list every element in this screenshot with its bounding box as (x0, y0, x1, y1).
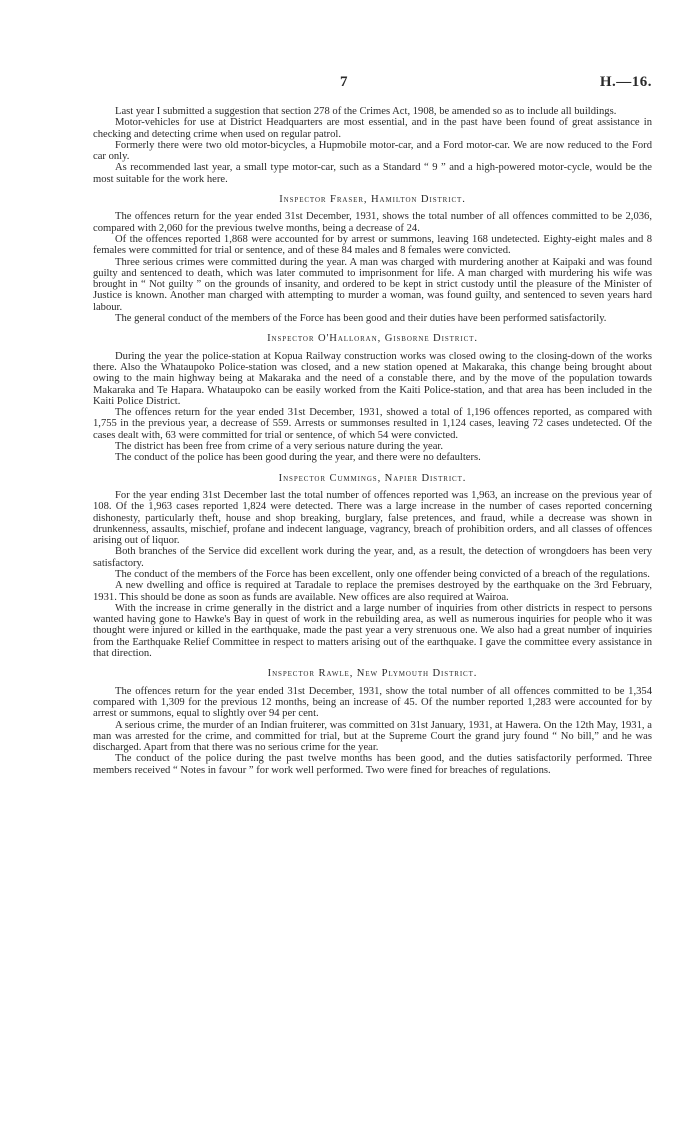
paragraph: The offences return for the year ended 31st December, 1931, shows the total number of all offences committed to be 2,036, compared with 2,060 for the previous twelve months, being a decrease of 24. (93, 211, 652, 234)
paragraph: The general conduct of the members of the Force has been good and their duties have been performed satisfactorily. (115, 313, 607, 325)
paragraph: Last year I submitted a suggestion that section 278 of the Crimes Act, 1908, be amended so as to include all buildings. (115, 106, 617, 117)
paragraph: The district has been free from crime of a very serious nature during the year. (115, 441, 443, 453)
paragraph: Three serious crimes were committed during the year. A man was charged with murdering another at Kaipaki and was found guilty and sentenced to death, which was later commuted to imprisonment for life. A man charged with murdering his wife was brought in “ Not guilty ” on the grounds of insanity, and ordered to be kept in strict custody until the pleasure of the Minister of Justice is known. Another man charged with attempting to murder a woman, was found guilty, and sentenced to seven years hard labour. (93, 256, 652, 313)
section-gisborne-district (93, 333, 652, 463)
paragraph: The offences return for the year ended 31st December, 1931, showed a total of 1,196 offences reported, as compared with 1,755 in the previous year, a decrease of 559. Arrests or summonses resulted in 1,124 cases, leaving 72 cases undetected. Of the cases dealt with, 63 were committed for trial or sentence, of which 54 were convicted. (93, 407, 652, 441)
paragraph: A serious crime, the murder of an Indian fruiterer, was committed on 31st January, 1931, at Hawera. On the 12th May, 1931, a man was arrested for the crime, and committed for trial, but at the Supreme Court the grand jury found “ No bill,” and he was discharged. Apart from that there was no serious crime for the year. (93, 719, 652, 754)
section-heading: Inspector Fraser, Hamilton District. (279, 194, 466, 206)
page-number: 7 (340, 74, 348, 90)
paragraph: The conduct of the members of the Force has been excellent, only one offender being convicted of a breach of the regulations. (115, 568, 650, 580)
document-reference: H.—16. (599, 74, 652, 90)
paragraph: With the increase in crime generally in the district and a large number of inquiries from other districts in respect to persons wanted having gone to Hawke's Bay in quest of work in the rebuilding area, as well as numerous inquiries for people who it was thought were injured or killed in the earthquake, made the past year a very strenuous one. We also had a great number of inquiries from the Earthquake Relief Committee in respect to matters arising out of the earthquake. I gave the committee every assistance in that direction. (93, 602, 652, 660)
section-new-plymouth-district (93, 668, 652, 776)
paragraph: Both branches of the Service did excellent work during the year, and, as a result, the detection of wrongdoers has been very satisfactory. (93, 546, 652, 569)
paragraph: The conduct of the police has been good during the year, and there were no defaulters. (115, 452, 481, 464)
paragraph: The offences return for the year ended 31st December, 1931, show the total number of all offences committed to be 1,354 compared with 1,309 for the previous 12 months, being an increase of 45. Of the number reported 1,283 were accounted for by arrest or summons, equal to slightly over 94 per cent. (93, 685, 652, 720)
section-heading: Inspector O'Halloran, Gisborne District. (267, 333, 478, 345)
paragraph: During the year the police-station at Kopua Railway construction works was closed owing to the closing-down of the works there. Also the Whataupoko Police-station was closed, and a new station opened at Makaraka, this change being brought about owing to the main highway being at Makaraka and the need of a constable there, and by the move of the population towards Makaraka and Te Hapara. Whataupoko can be easily worked from the Kaiti Police-station, and that area has been included in the Kaiti Police District. (93, 350, 652, 407)
section-heading: Inspector Cummings, Napier District. (278, 472, 467, 484)
page-body (93, 106, 652, 776)
paragraph: Formerly there were two old motor-bicycles, a Hupmobile motor-car, and a Ford motor-car. We are now reduced to the Ford car only. (93, 139, 652, 163)
intro-section (93, 106, 652, 185)
section-napier-district (93, 473, 652, 660)
paragraph: Of the offences reported 1,868 were accounted for by arrest or summons, leaving 168 undetected. Eighty-eight males and 8 females were committed for trial or sentence, and of these 84 males and 8 females were convicted. (93, 233, 652, 257)
paragraph: The conduct of the police during the past twelve months has been good, and the duties satisfactorily performed. Three members received “ Notes in favour ” for work well performed. Two were fined for breaches of regulations. (93, 753, 652, 776)
paragraph: As recommended last year, a small type motor-car, such as a Standard “ 9 ” and a high-powered motor-cycle, would be the most suitable for the work here. (93, 162, 652, 185)
paragraph: Motor-vehicles for use at District Headquarters are most essential, and in the past have been found of great assistance in checking and detecting crime when used on regular patrol. (93, 117, 652, 140)
section-hamilton-district (93, 194, 652, 324)
paragraph: For the year ending 31st December last the total number of offences reported was 1,963, an increase on the previous year of 108. Of the 1,963 cases reported 1,824 were detected. There was a large increase in the number of cases reported concerning dishonesty, particularly theft, house and shop breaking, burglary, false pretences, and fraud, while a decrease was shown in drunkenness, assaults, mischief, profane and indecent language, vagrancy, breach of prohibition orders, and all classes of offences arising out of liquor. (93, 489, 652, 547)
paragraph: A new dwelling and office is required at Taradale to replace the premises destroyed by the earthquake on the 3rd February, 1931. This should be done as soon as funds are available. New offices are also required at Wairoa. (93, 580, 652, 603)
section-heading: Inspector Rawle, New Plymouth District. (267, 668, 478, 680)
